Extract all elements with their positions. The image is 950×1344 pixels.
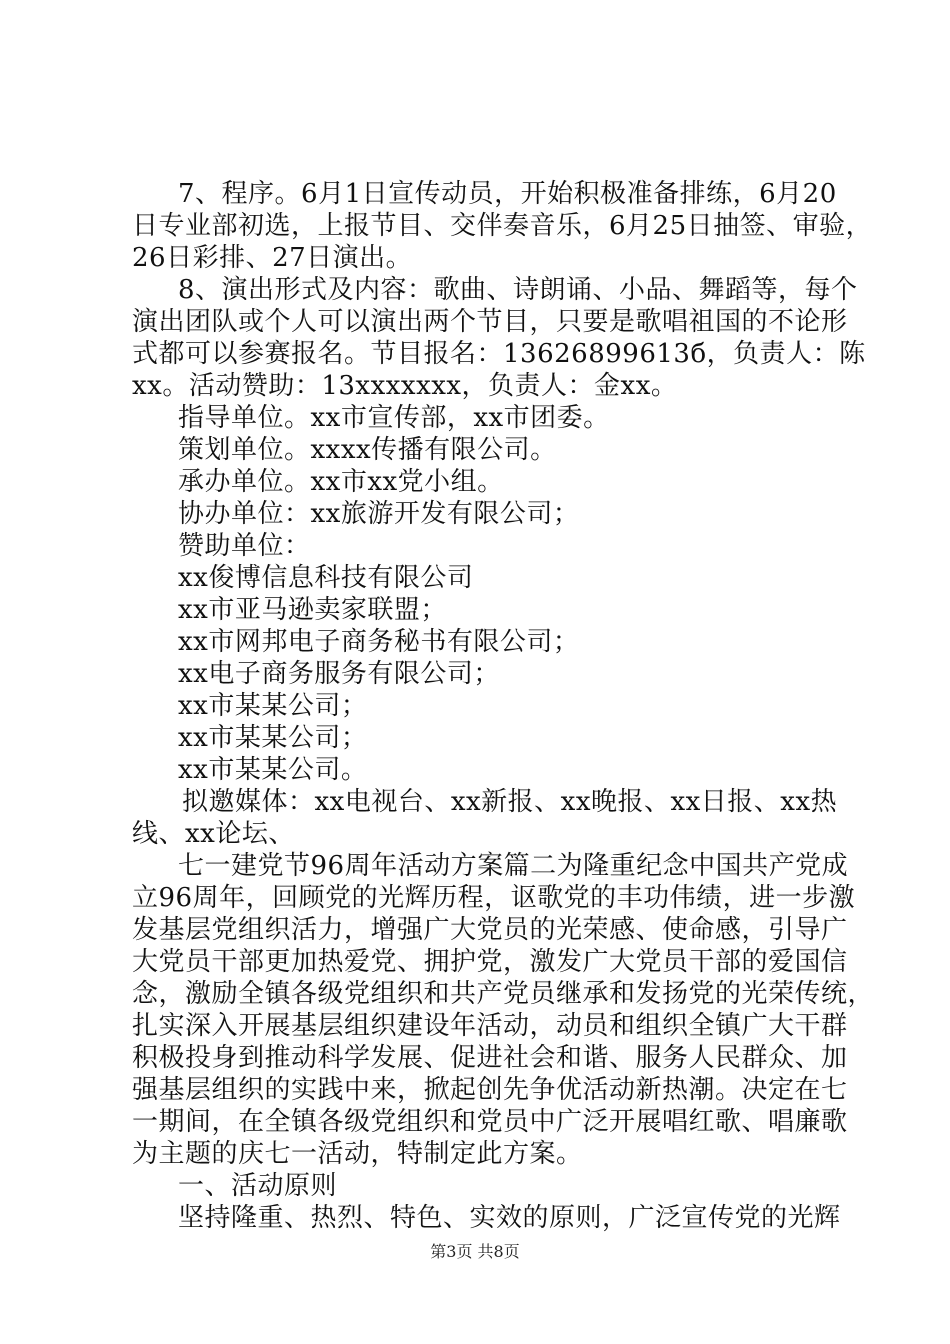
text-line: 一、活动原则 — [178, 1171, 338, 1201]
text-line: xx市某某公司； — [178, 723, 368, 753]
text-line: 线、xx论坛、 — [132, 819, 295, 849]
text-line: xx市某某公司； — [178, 691, 368, 721]
text-line: 立96周年，回顾党的光辉历程，讴歌党的丰功伟绩，进一步激 — [132, 883, 856, 913]
text-line: xx市亚马逊卖家联盟； — [178, 595, 447, 625]
text-line: 一期间，在全镇各级党组织和党员中广泛开展唱红歌、唱廉歌 — [132, 1107, 848, 1137]
text-line: 七一建党节96周年活动方案篇二为隆重纪念中国共产党成 — [178, 851, 849, 881]
text-line: 演出团队或个人可以演出两个节目，只要是歌唱祖国的不论形 — [132, 307, 848, 337]
text-line: 26日彩排、27日演出。 — [132, 243, 413, 273]
text-line: 扎实深入开展基层组织建设年活动，动员和组织全镇广大干群 — [132, 1011, 848, 1041]
text-line: 为主题的庆七一活动，特制定此方案。 — [132, 1139, 583, 1169]
text-line: 念，激励全镇各级党组织和共产党员继承和发扬党的光荣传统， — [132, 979, 875, 1009]
text-line: 日专业部初选，上报节目、交伴奏音乐，6月25日抽签、审验， — [132, 211, 873, 241]
text-line: 7、程序。6月1日宣传动员，开始积极准备排练，6月20 — [178, 179, 837, 209]
text-line: 指导单位。xx市宣传部，xx市团委。 — [178, 403, 610, 433]
text-line: 承办单位。xx市xx党小组。 — [178, 467, 504, 497]
text-line: 大党员干部更加热爱党、拥护党，激发广大党员干部的爱国信 — [132, 947, 848, 977]
text-line: xx市某某公司。 — [178, 755, 368, 785]
text-line: 积极投身到推动科学发展、促进社会和谐、服务人民群众、加 — [132, 1043, 848, 1073]
page-footer: 第3页 共8页 — [430, 1242, 520, 1261]
text-line: 坚持隆重、热烈、特色、实效的原则，广泛宣传党的光辉 — [178, 1203, 841, 1233]
text-line: 8、演出形式及内容：歌曲、诗朗诵、小品、舞蹈等，每个 — [178, 275, 858, 305]
text-line: xx俊博信息科技有限公司 — [178, 563, 474, 593]
text-line: 式都可以参赛报名。节目报名：13626899613б，负责人：陈 — [132, 339, 866, 369]
text-line: xx市网邦电子商务秘书有限公司； — [178, 627, 580, 657]
text-line: 协办单位：xx旅游开发有限公司； — [178, 499, 580, 529]
text-line: 拟邀媒体：xx电视台、xx新报、xx晚报、xx日报、xx热 — [182, 787, 838, 817]
text-line: xx电子商务服务有限公司； — [178, 659, 500, 689]
text-line: 强基层组织的实践中来，掀起创先争优活动新热潮。决定在七 — [132, 1075, 848, 1105]
text-line: 发基层党组织活力，增强广大党员的光荣感、使命感，引导广 — [132, 915, 848, 945]
text-line: 策划单位。xxxx传播有限公司。 — [178, 435, 557, 465]
text-line: xx。活动赞助：13xxxxxxx，负责人：金xx。 — [132, 371, 678, 401]
text-line: 赞助单位： — [178, 531, 311, 561]
